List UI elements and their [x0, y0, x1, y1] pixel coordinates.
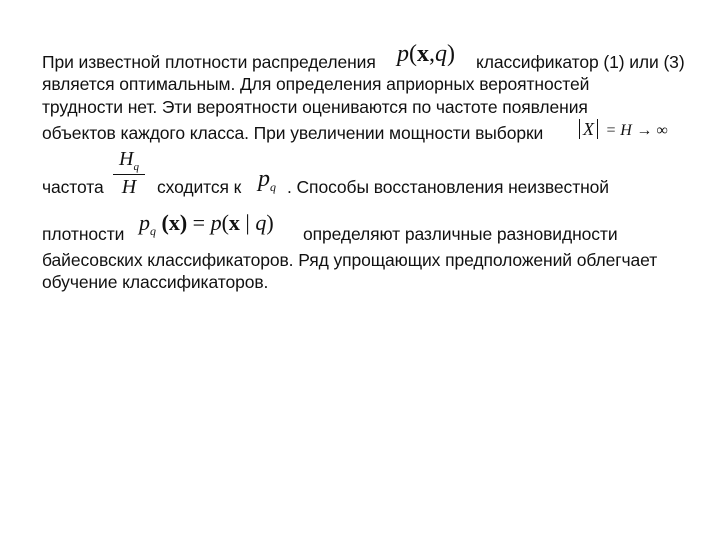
- text-line-6a: плотности: [42, 224, 125, 244]
- text-line-8: обучение классификаторов.: [42, 272, 269, 292]
- text-line-6b: определяют различные разновидности: [303, 224, 618, 244]
- text-line-5c: . Способы восстановления неизвестной: [287, 177, 609, 197]
- text-line-7: байесовских классификаторов. Ряд упрощающих предположений облегчает: [42, 250, 658, 270]
- formula-sample-size: X = H → ∞: [576, 119, 668, 140]
- formula-prior: $p_q$: [258, 166, 276, 194]
- formula-density: p(x,q): [397, 41, 455, 67]
- formula-frequency: $H_q$ H: [107, 148, 151, 198]
- text-line-1: При известной плотности распределения: [42, 52, 376, 72]
- text-line-4: объектов каждого класса. При увеличении мощности выборки: [42, 123, 544, 143]
- text-line-1b: классификатор (1) или (3): [476, 52, 685, 72]
- text-line-5b: сходится к: [157, 177, 242, 197]
- formula-estimate: $p_q$ (x) = p(x | q): [139, 210, 274, 238]
- text-line-5a: частота: [42, 177, 104, 197]
- text-line-3: трудности нет. Эти вероятности оцениваются по частоте появления: [42, 97, 588, 117]
- text-line-2: является оптимальным. Для определения априорных вероятностей: [42, 74, 590, 94]
